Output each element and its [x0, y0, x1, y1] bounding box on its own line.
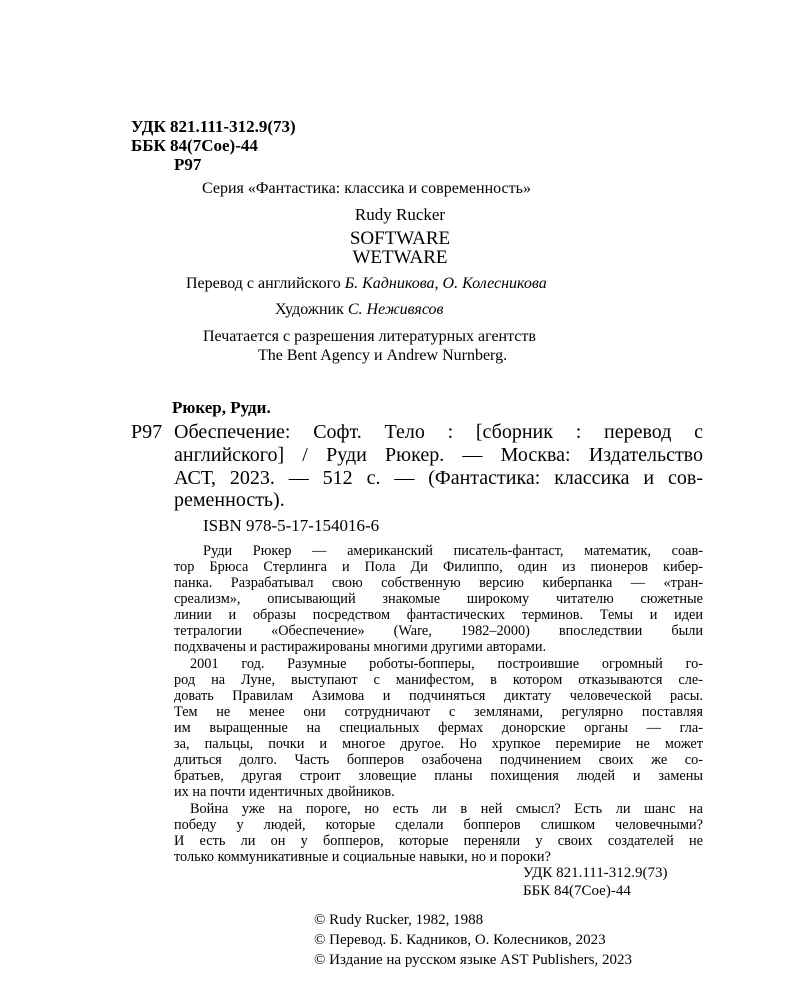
isbn: ISBN 978-5-17-154016-6	[203, 516, 380, 535]
permission-line-2: The Bent Agency и Andrew Nurnberg.	[258, 347, 508, 364]
annotation-line-20: только коммуникативные и социальные навыки, но и пороки?	[174, 849, 551, 865]
artist-name: С. Неживясов	[347, 301, 444, 318]
annotation-line-13: за, пальцы, почки и многое другое. Но хрупкое перемирие не может	[174, 736, 703, 752]
annotation-line-6: тетралогии «Обеспечение» (Ware, 1982–2000) впоследствии были	[174, 623, 703, 639]
permission-line-1: Печатается с разрешения литературных агентств	[203, 328, 536, 345]
author-sign-code: Р97	[174, 155, 202, 174]
annotation-line-17: Война уже на пороге, но есть ли в ней смысл? Есть ли шанс на	[190, 801, 703, 817]
annotation-line-8: 2001 год. Разумные роботы-бопперы, построившие огромный го-	[190, 656, 703, 672]
annotation-line-14: длиться долго. Часть бопперов озабочена подчинением своих же со-	[174, 752, 703, 768]
annotation-line-10: довать Правилам Азимова и подчиняться диктату человеческой расы.	[174, 688, 703, 704]
copyright-line-2: © Перевод. Б. Кадников, О. Колесников, 2023	[314, 932, 606, 948]
annotation-line-4: среализм», описывающий знакомые широкому читателю сюжетные	[174, 591, 703, 607]
translation-prefix: Перевод с английского	[186, 275, 341, 292]
annotation-line-7: подхвачены и растиражированы многими другими авторами.	[174, 639, 547, 655]
annotation-line-19: И есть ли он у бопперов, которые переняли у своих создателей не	[174, 833, 703, 849]
series-line: Серия «Фантастика: классика и современность»	[202, 180, 531, 197]
catalog-heading: Рюкер, Руди.	[172, 398, 271, 417]
copyright-line-3: © Издание на русском языке AST Publishers, 2023	[314, 952, 632, 968]
annotation-line-1: Руди Рюкер — американский писатель-фантаст, математик, соав-	[203, 543, 703, 559]
author-name-en: Rudy Rucker	[354, 205, 446, 224]
title-line-1: SOFTWARE	[349, 228, 451, 249]
bbk-code: ББК 84(7Сое)-44	[131, 136, 258, 155]
copyright-line-1: © Rudy Rucker, 1982, 1988	[314, 912, 484, 928]
annotation-line-2: тор Брюса Стерлинга и Пола Ди Филиппо, один из пионеров кибер-	[174, 559, 703, 575]
annotation-line-15: братьев, другая строит зловещие планы похищения людей и замены	[174, 768, 703, 784]
catalog-code: Р97	[131, 421, 163, 443]
artist-line	[275, 302, 443, 318]
translation-line	[186, 276, 547, 292]
annotation-line-3: панка. Разрабатывал свою собственную версию киберпанка — «тран-	[174, 575, 703, 591]
udk-code: УДК 821.111-312.9(73)	[131, 117, 296, 136]
annotation-line-16: их на почти идентичных двойников.	[174, 784, 395, 800]
annotation-bbk: ББК 84(7Сое)-44	[523, 883, 631, 899]
translator-names: Б. Кадникова, О. Колесникова	[344, 275, 547, 292]
artist-prefix: Художник	[275, 301, 344, 318]
annotation-line-11: Тем не менее они сотрудничают с землянами, регулярно поставляя	[174, 704, 703, 720]
annotation-line-12: им выращенные на специальных фермах донорские органы — гла-	[174, 720, 703, 736]
annotation-udk: УДК 821.111-312.9(73)	[523, 865, 668, 881]
catalog-line-3: АСТ, 2023. — 512 с. — (Фантастика: классика и сов-	[174, 467, 703, 489]
annotation-line-9: род на Луне, выступают с манифестом, в котором отказываются сле-	[174, 672, 703, 688]
catalog-line-4: ременность).	[174, 489, 285, 511]
annotation-line-5: линии и образы посредством фантастических терминов. Темы и идеи	[174, 607, 703, 623]
annotation-line-18: победу у людей, которые сделали бопперов слишком человечными?	[174, 817, 703, 833]
catalog-line-1: Обеспечение: Софт. Тело : [сборник : перевод с	[174, 421, 703, 443]
catalog-line-2: английского] / Руди Рюкер. — Москва: Издательство	[174, 444, 703, 466]
title-line-2: WETWARE	[352, 247, 448, 268]
